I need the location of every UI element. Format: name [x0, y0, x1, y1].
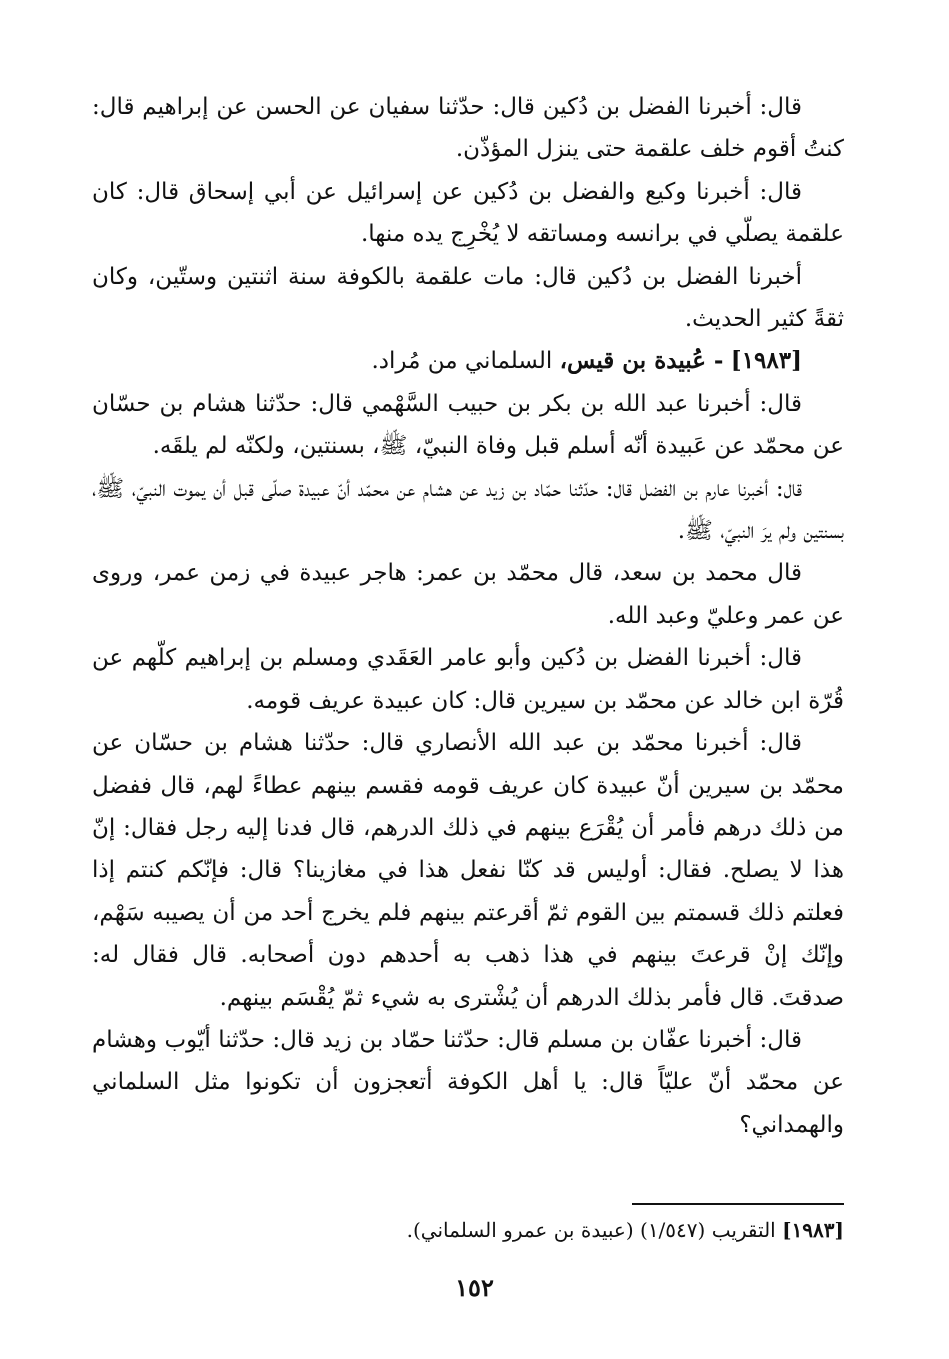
paragraph: أخبرنا الفضل بن دُكين قال: مات علقمة بالكوفة سنة اثنتين وستّين، وكان ثقةً كثير الحديث.: [92, 263, 844, 333]
paragraph: قال: أخبرنا وكيع والفضل بن دُكين عن إسرائيل عن أبي إسحاق قال: كان علقمة يصلّي في برانسه ومساتقه لا يُخْرِج يده منها.: [92, 178, 844, 248]
paragraph: قال محمد بن سعد، قال محمّد بن عمر: هاجر عبيدة في زمن عمر، وروى عن عمر وعليّ وعبد الله.: [92, 560, 844, 629]
page-number: ١٥٢: [455, 1273, 494, 1302]
footnote-text: التقريب (١/٥٤٧) (عبيدة بن عمرو السلماني).: [406, 1218, 783, 1242]
paragraph: قال: أخبرنا عارم بن الفضل قال: حدّثنا حمّاد بن زيد عن هشام عن محمّد أنّ عبيدة صلّى قبل أن يموت النبيّ، ﷺ، بسنتين ولم يرَ النبيّ، ﷺ.: [92, 475, 844, 545]
paragraph: قال: أخبرنا عفّان بن مسلم قال: حدّثنا حمّاد بن زيد قال: حدّثنا أيّوب وهشام عن محمّد أنّ عليّاً قال: يا أهل الكوفة أتعجزون أن تكونوا مثل السلماني والهمداني؟: [92, 1026, 844, 1138]
footnote: [300, 1215, 844, 1245]
main-text: [92, 86, 844, 1146]
entry-heading: [92, 340, 844, 382]
entry-description: السلماني من مُراد.: [371, 348, 560, 375]
paragraph: قال: أخبرنا عبد الله بن بكر بن حبيب السَّهْمي قال: حدّثنا هشام بن حسّان عن محمّد عن عَبيدة أنّه أسلم قبل وفاة النبيّ، ﷺ، بسنتين، ولكنّه لم يلقَه.: [92, 390, 844, 460]
footnote-divider: [632, 1203, 844, 1205]
paragraph: قال: أخبرنا الفضل بن دُكين وأبو عامر العَقَدي ومسلم بن إبراهيم كلّهم عن قُرّة ابن خالد عن محمّد بن سيرين قال: كان عبيدة عريف قومه.: [92, 645, 844, 714]
paragraph: قال: أخبرنا محمّد بن عبد الله الأنصاري قال: حدّثنا هشام بن حسّان عن محمّد بن سيرين أنّ عبيدة كان عريف قومه فقسم بينهم عطاءً لهم، قال ففضل من ذلك درهم فأمر أن يُقْرَع بينهم في ذلك الدرهم، قال فدنا إليه رجل فقال: إنّ هذا لا يصلح. فقال: أوليس قد كنّا نفعل هذا في مغازينا؟ قال: فإنّكم كنتم إذا فعلتم ذلك قسمتم بين القوم ثمّ أقرعتم بينهم فلم يخرج أحد من أن يصيبه سَهْم، وإنّك إنْ قرعتَ بينهم في هذا ذهب به أحدهم دون أصحابه. قال فقال له: صدقتَ. قال فأمر بذلك الدرهم أن يُشْترى به شيء ثمّ يُقْسَم بينهم.: [92, 730, 844, 1011]
footnote-number: [١٩٨٣]: [782, 1218, 844, 1242]
entry-number: [١٩٨٣]: [730, 347, 802, 375]
paragraph: قال: أخبرنا الفضل بن دُكين قال: حدّثنا سفيان عن الحسن عن إبراهيم قال: كنتُ أقوم خلف علقمة حتى ينزل المؤذّن.: [92, 94, 844, 163]
entry-name: - عُبيدة بن قيس،: [559, 347, 724, 375]
